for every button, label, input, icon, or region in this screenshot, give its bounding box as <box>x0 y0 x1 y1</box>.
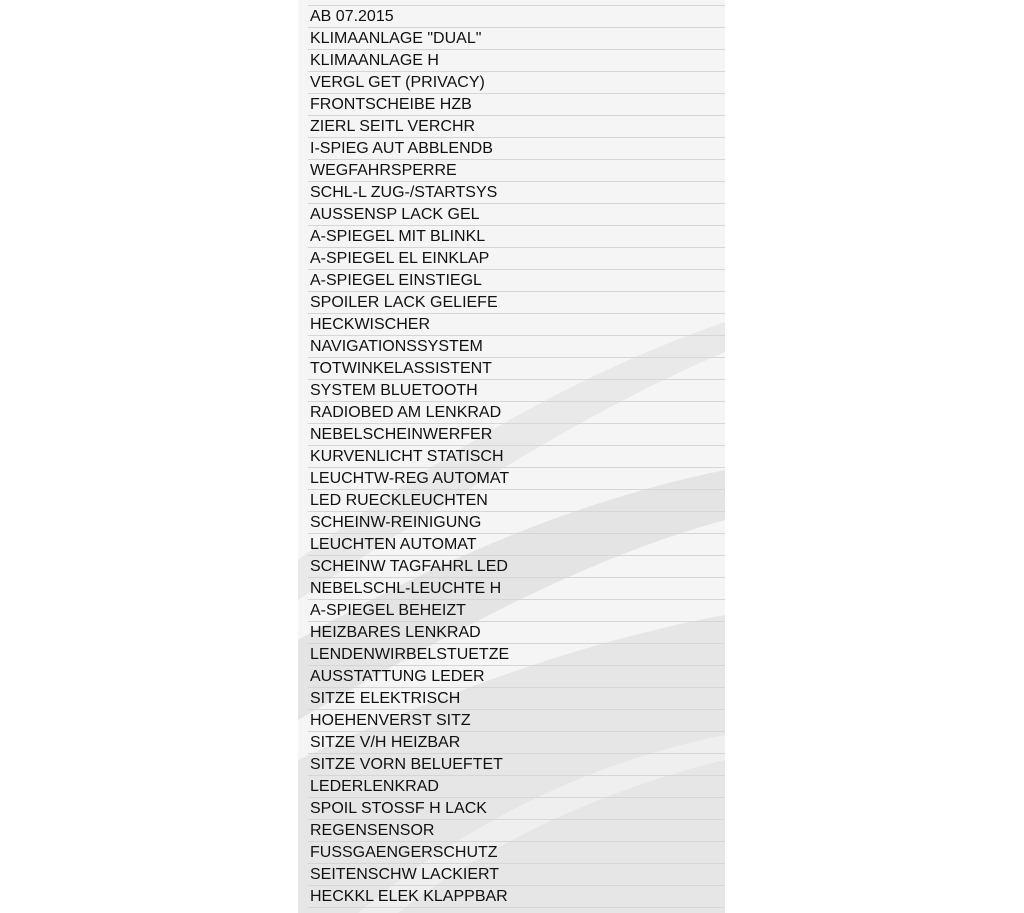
equipment-panel <box>298 0 725 913</box>
equipment-list-item: REGENSENSOR <box>308 820 725 842</box>
equipment-list-item: SYSTEM BLUETOOTH <box>308 380 725 402</box>
equipment-list-item: AB 07.2015 <box>308 6 725 28</box>
equipment-list-item: LEUCHTEN AUTOMAT <box>308 534 725 556</box>
equipment-list-item: FUSSGAENGERSCHUTZ <box>308 842 725 864</box>
equipment-list-item: SITZE V/H HEIZBAR <box>308 732 725 754</box>
equipment-list-item: WEGFAHRSPERRE <box>308 160 725 182</box>
equipment-list-item: HEIZBARES LENKRAD <box>308 622 725 644</box>
equipment-list-item: SPOIL STOSSF H LACK <box>308 798 725 820</box>
equipment-list-item: HECKWISCHER <box>308 314 725 336</box>
equipment-list-item: SPOILER LACK GELIEFE <box>308 292 725 314</box>
equipment-list-item: AUSSENSP LACK GEL <box>308 204 725 226</box>
equipment-list-item: HECKKL ELEK KLAPPBAR <box>308 886 725 908</box>
equipment-list-item: HOEHENVERST SITZ <box>308 710 725 732</box>
equipment-list-item: AUSSTATTUNG LEDER <box>308 666 725 688</box>
equipment-list-item: SITZE ELEKTRISCH <box>308 688 725 710</box>
equipment-list-item: KLIMAANLAGE H <box>308 50 725 72</box>
equipment-list-item: A-SPIEGEL BEHEIZT <box>308 600 725 622</box>
equipment-list-item: NEBELSCHEINWERFER <box>308 424 725 446</box>
equipment-list-item: TOTWINKELASSISTENT <box>308 358 725 380</box>
equipment-list-item: SCHEINW-REINIGUNG <box>308 512 725 534</box>
equipment-list-item: SEITENSCHW LACKIERT <box>308 864 725 886</box>
equipment-list-item: A-SPIEGEL EL EINKLAP <box>308 248 725 270</box>
equipment-list-item: LEUCHTW-REG AUTOMAT <box>308 468 725 490</box>
equipment-list <box>298 0 725 908</box>
equipment-list-item: KLIMAANLAGE "DUAL" <box>308 28 725 50</box>
equipment-list-item: I-SPIEG AUT ABBLENDB <box>308 138 725 160</box>
equipment-list-item: NAVIGATIONSSYSTEM <box>308 336 725 358</box>
equipment-list-item: FRONTSCHEIBE HZB <box>308 94 725 116</box>
equipment-list-item: A-SPIEGEL EINSTIEGL <box>308 270 725 292</box>
equipment-list-item: SITZE VORN BELUEFTET <box>308 754 725 776</box>
equipment-list-item: RADIOBED AM LENKRAD <box>308 402 725 424</box>
equipment-list-item: LEDERLENKRAD <box>308 776 725 798</box>
equipment-list-item: NEBELSCHL-LEUCHTE H <box>308 578 725 600</box>
equipment-list-item: VERGL GET (PRIVACY) <box>308 72 725 94</box>
equipment-list-item: ZIERL SEITL VERCHR <box>308 116 725 138</box>
equipment-list-item: KURVENLICHT STATISCH <box>308 446 725 468</box>
equipment-list-item: SCHL-L ZUG-/STARTSYS <box>308 182 725 204</box>
equipment-list-item: A-SPIEGEL MIT BLINKL <box>308 226 725 248</box>
equipment-list-item: LED RUECKLEUCHTEN <box>308 490 725 512</box>
equipment-list-item: SCHEINW TAGFAHRL LED <box>308 556 725 578</box>
equipment-list-item: LENDENWIRBELSTUETZE <box>308 644 725 666</box>
